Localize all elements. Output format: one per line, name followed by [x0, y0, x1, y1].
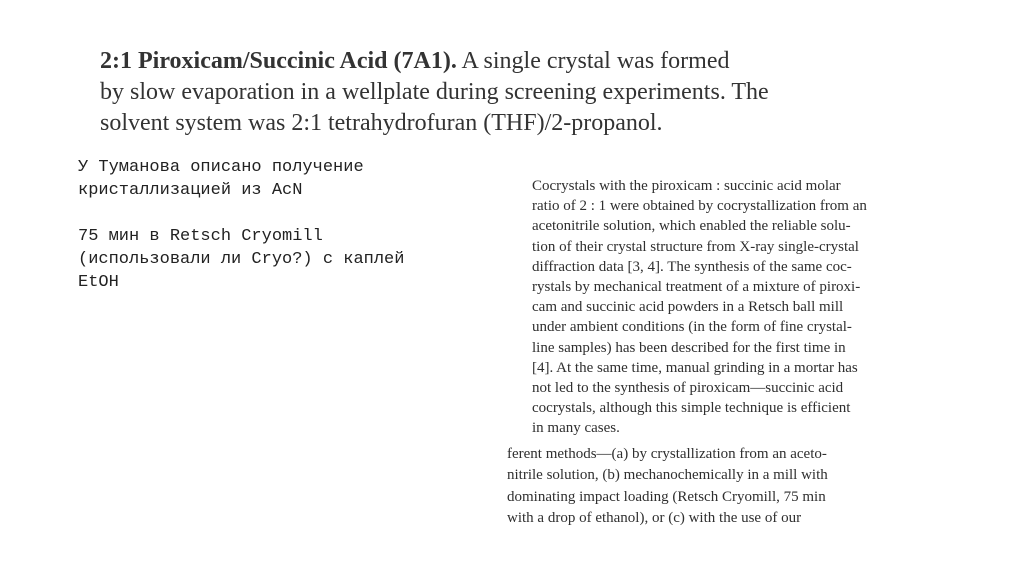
note-1-line-2: кристаллизацией из AcN [78, 181, 303, 200]
p1-line: under ambient conditions (in the form of fine crystal- [532, 319, 852, 336]
top-excerpt-line-1 [100, 46, 900, 77]
p2-line: nitrile solution, (b) mechanochemically in a mill with [507, 467, 828, 484]
p1-line: in many cases. [532, 420, 620, 437]
top-excerpt-line-1-text: A single crystal was formed [456, 48, 730, 74]
note-2-line-3: EtOH [78, 273, 119, 292]
p1-line: Cocrystals with the piroxicam : succinic acid molar [532, 178, 841, 194]
p1-line: cocrystals, although this simple technique is efficient [532, 400, 851, 417]
p2-line: ferent methods—(a) by crystallization from an aceto- [507, 445, 827, 462]
p1-line: [4]. At the same time, manual grinding in a mortar has [532, 359, 858, 376]
right-excerpt-paragraph-2 [507, 444, 937, 530]
russian-notes [78, 156, 508, 317]
top-paper-excerpt [100, 46, 900, 139]
p1-line: cam and succinic acid powders in a Retsch ball mill [532, 299, 844, 316]
p2-line: dominating impact loading (Retsch Cryomill, 75 min [507, 488, 826, 505]
p1-line: tion of their crystal structure from X-ray single-crystal [532, 238, 859, 255]
p1-line: ratio of 2 : 1 were obtained by cocrystallization from an [532, 198, 867, 215]
note-2 [78, 225, 508, 294]
p1-line: rystals by mechanical treatment of a mixture of piroxi- [532, 279, 861, 296]
p1-line: line samples) has been described for the first time in [532, 339, 846, 356]
note-1 [78, 156, 508, 202]
top-excerpt-heading: 2:1 Piroxicam/Succinic Acid (7A1). [100, 48, 457, 74]
note-1-line-1: У Туманова описано получение [78, 158, 364, 177]
right-excerpt-paragraph-1 [507, 176, 937, 439]
p1-line: diffraction data [3, 4]. The synthesis of the same coc- [532, 258, 852, 275]
p1-line: acetonitrile solution, which enabled the reliable solu- [532, 218, 851, 235]
p2-line: with a drop of ethanol), or (c) with the use of our [507, 510, 802, 527]
note-2-line-1: 75 мин в Retsch Cryomill [78, 227, 323, 246]
top-excerpt-line-3: solvent system was 2:1 tetrahydrofuran (THF)/2-propanol. [100, 110, 663, 136]
right-paper-excerpt [507, 176, 937, 530]
top-excerpt-line-2: by slow evaporation in a wellplate during screening experiments. The [100, 79, 769, 105]
note-2-line-2: (использовали ли Cryo?) с каплей [78, 250, 405, 269]
p1-line: not led to the synthesis of piroxicam—succinic acid [532, 380, 844, 397]
